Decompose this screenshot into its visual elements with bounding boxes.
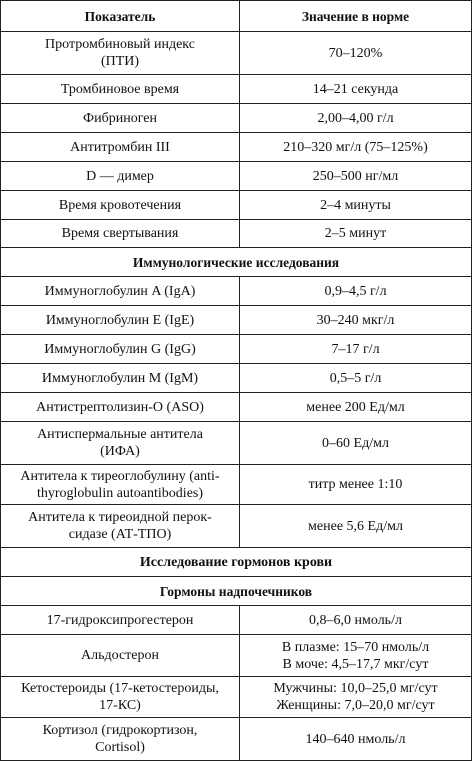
indicator-name: Иммуноглобулин E (IgE) xyxy=(1,306,240,335)
indicator-name: Антитромбин III xyxy=(1,133,240,162)
indicator-name: Иммуноглобулин A (IgA) xyxy=(1,277,240,306)
indicator-value: 30–240 мкг/л xyxy=(240,306,472,335)
indicator-name: Время кровотечения xyxy=(1,191,240,220)
table-row xyxy=(1,191,472,220)
indicator-name: D — димер xyxy=(1,162,240,191)
table-row xyxy=(1,75,472,104)
indicator-value: 0,8–6,0 нмоль/л xyxy=(240,606,472,635)
header-indicator: Показатель xyxy=(1,1,240,32)
table-row xyxy=(1,505,472,548)
indicator-name: Антитела к тиреоглобулину (anti- thyroglobulin autoantibodies) xyxy=(1,465,240,505)
table-row xyxy=(1,277,472,306)
indicator-name: Протромбиновый индекс (ПТИ) xyxy=(1,32,240,75)
table-row xyxy=(1,635,472,677)
section-row xyxy=(1,548,472,577)
indicator-value: 140–640 нмоль/л xyxy=(240,718,472,761)
table-row xyxy=(1,465,472,505)
indicator-name: Кортизол (гидрокортизон, Cortisol) xyxy=(1,718,240,761)
indicator-name: Время свертывания xyxy=(1,220,240,248)
indicator-name: Иммуноглобулин M (IgM) xyxy=(1,364,240,393)
indicator-value: 210–320 мг/л (75–125%) xyxy=(240,133,472,162)
table-row xyxy=(1,133,472,162)
indicator-value: 2–5 минут xyxy=(240,220,472,248)
table-row xyxy=(1,220,472,248)
indicator-value: В плазме: 15–70 нмоль/л В моче: 4,5–17,7 мкг/сут xyxy=(240,635,472,677)
indicator-name: Антитела к тиреоидной перок- сидазе (АТ-ТПО) xyxy=(1,505,240,548)
table-row xyxy=(1,162,472,191)
table-row xyxy=(1,104,472,133)
table-row xyxy=(1,677,472,718)
indicator-name: Тромбиновое время xyxy=(1,75,240,104)
table-row xyxy=(1,306,472,335)
indicator-value: 2–4 минуты xyxy=(240,191,472,220)
indicator-value: 14–21 секунда xyxy=(240,75,472,104)
indicator-name: Антиспермальные антитела (ИФА) xyxy=(1,422,240,465)
table-row xyxy=(1,606,472,635)
indicator-value: 2,00–4,00 г/л xyxy=(240,104,472,133)
section-heading-hormones: Исследование гормонов крови xyxy=(1,548,472,577)
indicator-value: титр менее 1:10 xyxy=(240,465,472,505)
section-row xyxy=(1,248,472,277)
table-row xyxy=(1,393,472,422)
table-row xyxy=(1,718,472,761)
indicator-name: Кетостероиды (17-кетостероиды, 17-КС) xyxy=(1,677,240,718)
indicator-value: 0,9–4,5 г/л xyxy=(240,277,472,306)
table-row xyxy=(1,364,472,393)
table-header-row xyxy=(1,1,472,32)
header-normal-value: Значение в норме xyxy=(240,1,472,32)
indicator-value: Мужчины: 10,0–25,0 мг/сут Женщины: 7,0–20,0 мг/сут xyxy=(240,677,472,718)
indicator-name: Альдостерон xyxy=(1,635,240,677)
table-row xyxy=(1,32,472,75)
section-heading-adrenal: Гормоны надпочечников xyxy=(1,577,472,606)
table-row xyxy=(1,422,472,465)
indicator-value: 70–120% xyxy=(240,32,472,75)
indicator-value: 0–60 Ед/мл xyxy=(240,422,472,465)
table-row xyxy=(1,335,472,364)
indicator-value: 0,5–5 г/л xyxy=(240,364,472,393)
indicator-value: 7–17 г/л xyxy=(240,335,472,364)
indicator-value: менее 5,6 Ед/мл xyxy=(240,505,472,548)
section-heading-immunology: Иммунологические исследования xyxy=(1,248,472,277)
indicator-value: 250–500 нг/мл xyxy=(240,162,472,191)
indicator-name: Иммуноглобулин G (IgG) xyxy=(1,335,240,364)
indicator-value: менее 200 Ед/мл xyxy=(240,393,472,422)
indicator-name: 17-гидроксипрогестерон xyxy=(1,606,240,635)
indicator-name: Фибриноген xyxy=(1,104,240,133)
section-row xyxy=(1,577,472,606)
indicator-name: Антистрептолизин-О (ASO) xyxy=(1,393,240,422)
